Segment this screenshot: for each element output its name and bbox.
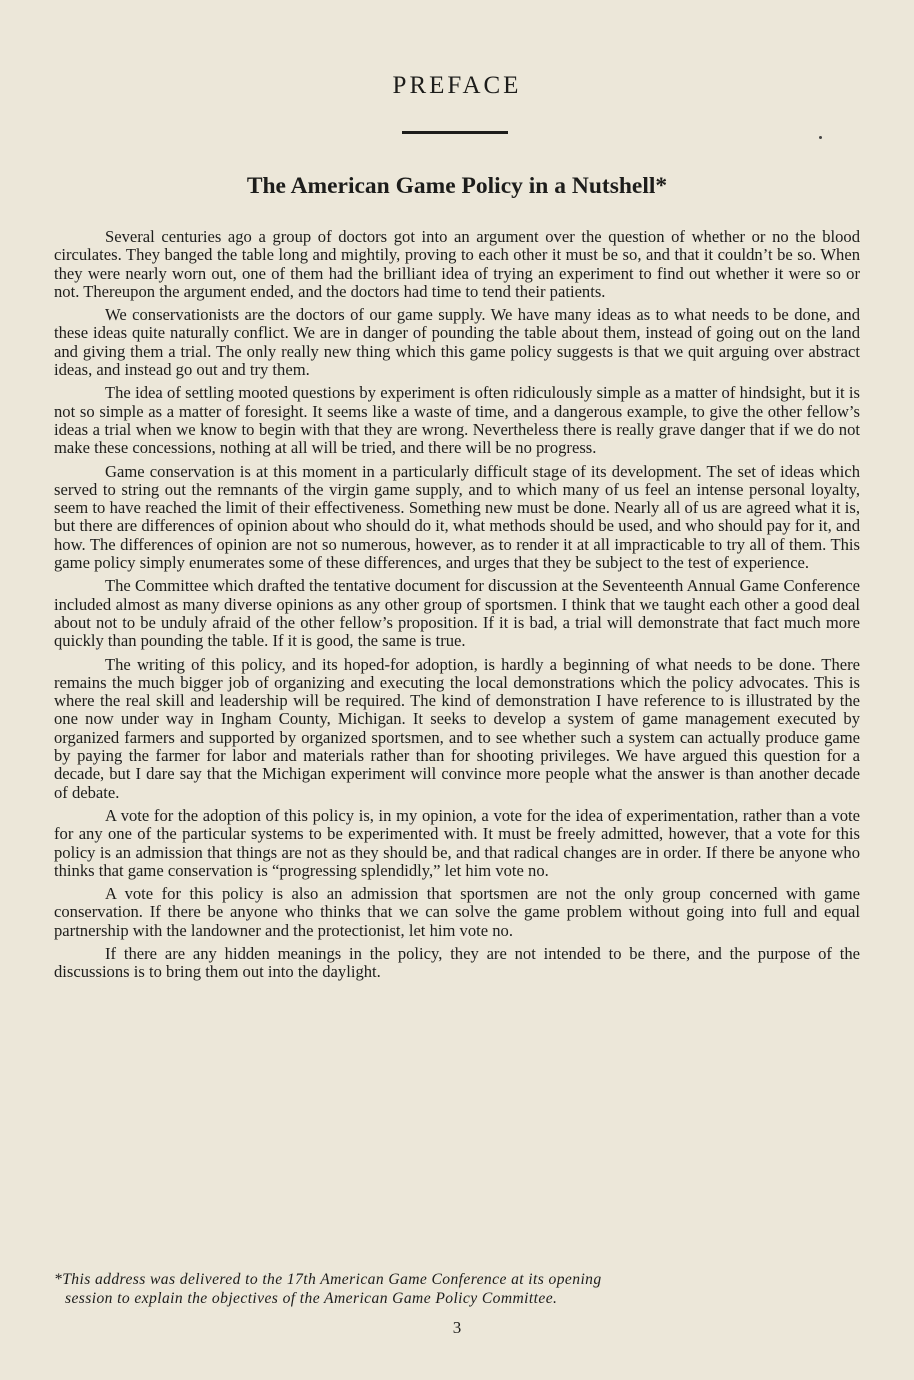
decorative-rule <box>402 131 508 134</box>
paragraph-5: The Committee which drafted the tentative document for discussion at the Seventeenth Annual Game Conference included almost as many diverse opinions as any other group of sportsmen. I think that we taught each other a good deal about not to be unduly afraid of the other fellow’s proposition. If it is bad, a trial will demonstrate that fact much more quickly than pounding the table. If it is good, the same is true. <box>54 576 860 651</box>
footnote <box>54 1270 860 1308</box>
paragraph-4: Game conservation is at this moment in a particularly difficult stage of its development. The set of ideas which served to string out the remnants of the virgin game supply, and to which many of us feel an intense personal loyalty, seem to have reached the limit of their effectiveness. Something new must be done. Nearly all of us are agreed what it is, but there are differences of opinion about who should do it, what methods should be used, and who should pay for it, and how. The differences of opinion are not so numerous, however, as to render it at all impracticable to try all of them. This game policy simply enumerates some of these differences, and urges that they be subject to the test of experience. <box>54 461 860 573</box>
paragraph-7: A vote for the adoption of this policy is, in my opinion, a vote for the idea of experimentation, rather than a vote for any one of the particular systems to be experimented with. It must be freely admitted, however, that a vote for this policy is an admission that things are not as they should be, and that radical changes are in order. If there be anyone who thinks that game conservation is “progressing splendidly,” let him vote no. <box>54 805 860 880</box>
paragraph-8: A vote for this policy is also an admission that sportsmen are not the only group concerned with game conservation. If there be anyone who thinks that we can solve the game problem without going into full and equal partnership with the landowner and the protectionist, let him vote no. <box>54 884 860 940</box>
paragraph-1: Several centuries ago a group of doctors got into an argument over the question of whether or no the blood circulates. They banged the table long and mightily, proving to each other it must be so, and that it couldn’t be so. When they were nearly worn out, one of them had the brilliant idea of trying an experiment to find out whether it were so or not. Thereupon the argument ended, and the doctors had time to tend their patients. <box>54 227 860 301</box>
footnote-line-2: session to explain the objectives of the American Game Policy Committee. <box>65 1290 558 1307</box>
paragraph-2: We conservationists are the doctors of our game supply. We have many ideas as to what needs to be done, and these ideas quite naturally conflict. We are in danger of pounding the table about them, instead of going out on the land and giving them a trial. The only really new thing which this game policy suggests is that we quit arguing over abstract ideas, and instead go out and try them. <box>54 305 860 380</box>
paragraph-3: The idea of settling mooted questions by experiment is often ridiculously simple as a matter of hindsight, but it is not so simple as a matter of foresight. It seems like a waste of time, and a dangerous example, to give the other fellow’s ideas a trial when we know to begin with that they are wrong. Nevertheless there is really grave danger that if we do not make these concessions, nothing at all will be tried, and there will be no progress. <box>54 383 860 458</box>
paragraph-9: If there are any hidden meanings in the policy, they are not intended to be there, and the purpose of the discussions is to bring them out into the daylight. <box>54 943 860 982</box>
page-number: 3 <box>452 1318 462 1337</box>
article-body <box>54 228 860 987</box>
ink-speck <box>819 136 822 139</box>
article-title: The American Game Policy in a Nutshell* <box>246 173 668 199</box>
document-page <box>54 0 860 1380</box>
footnote-line-1: *This address was delivered to the 17th American Game Conference at its opening <box>54 1271 602 1288</box>
paragraph-6: The writing of this policy, and its hoped-for adoption, is hardly a beginning of what needs to be done. There remains the much bigger job of organizing and executing the local demonstrations which the policy advocates. This is where the real skill and leadership will be required. The kind of demonstration I have reference to is illustrated by the one now under way in Ingham County, Michigan. It seeks to develop a system of game management executed by organized farmers and supported by organized sportsmen, and to see whether such a system can actually produce game by paying the farmer for labor and materials rather than for shooting privileges. We have argued this question for a decade, but I dare say that the Michigan experiment will convince more people what the answer is than another decade of debate. <box>54 654 860 802</box>
preface-heading: PREFACE <box>392 72 522 99</box>
